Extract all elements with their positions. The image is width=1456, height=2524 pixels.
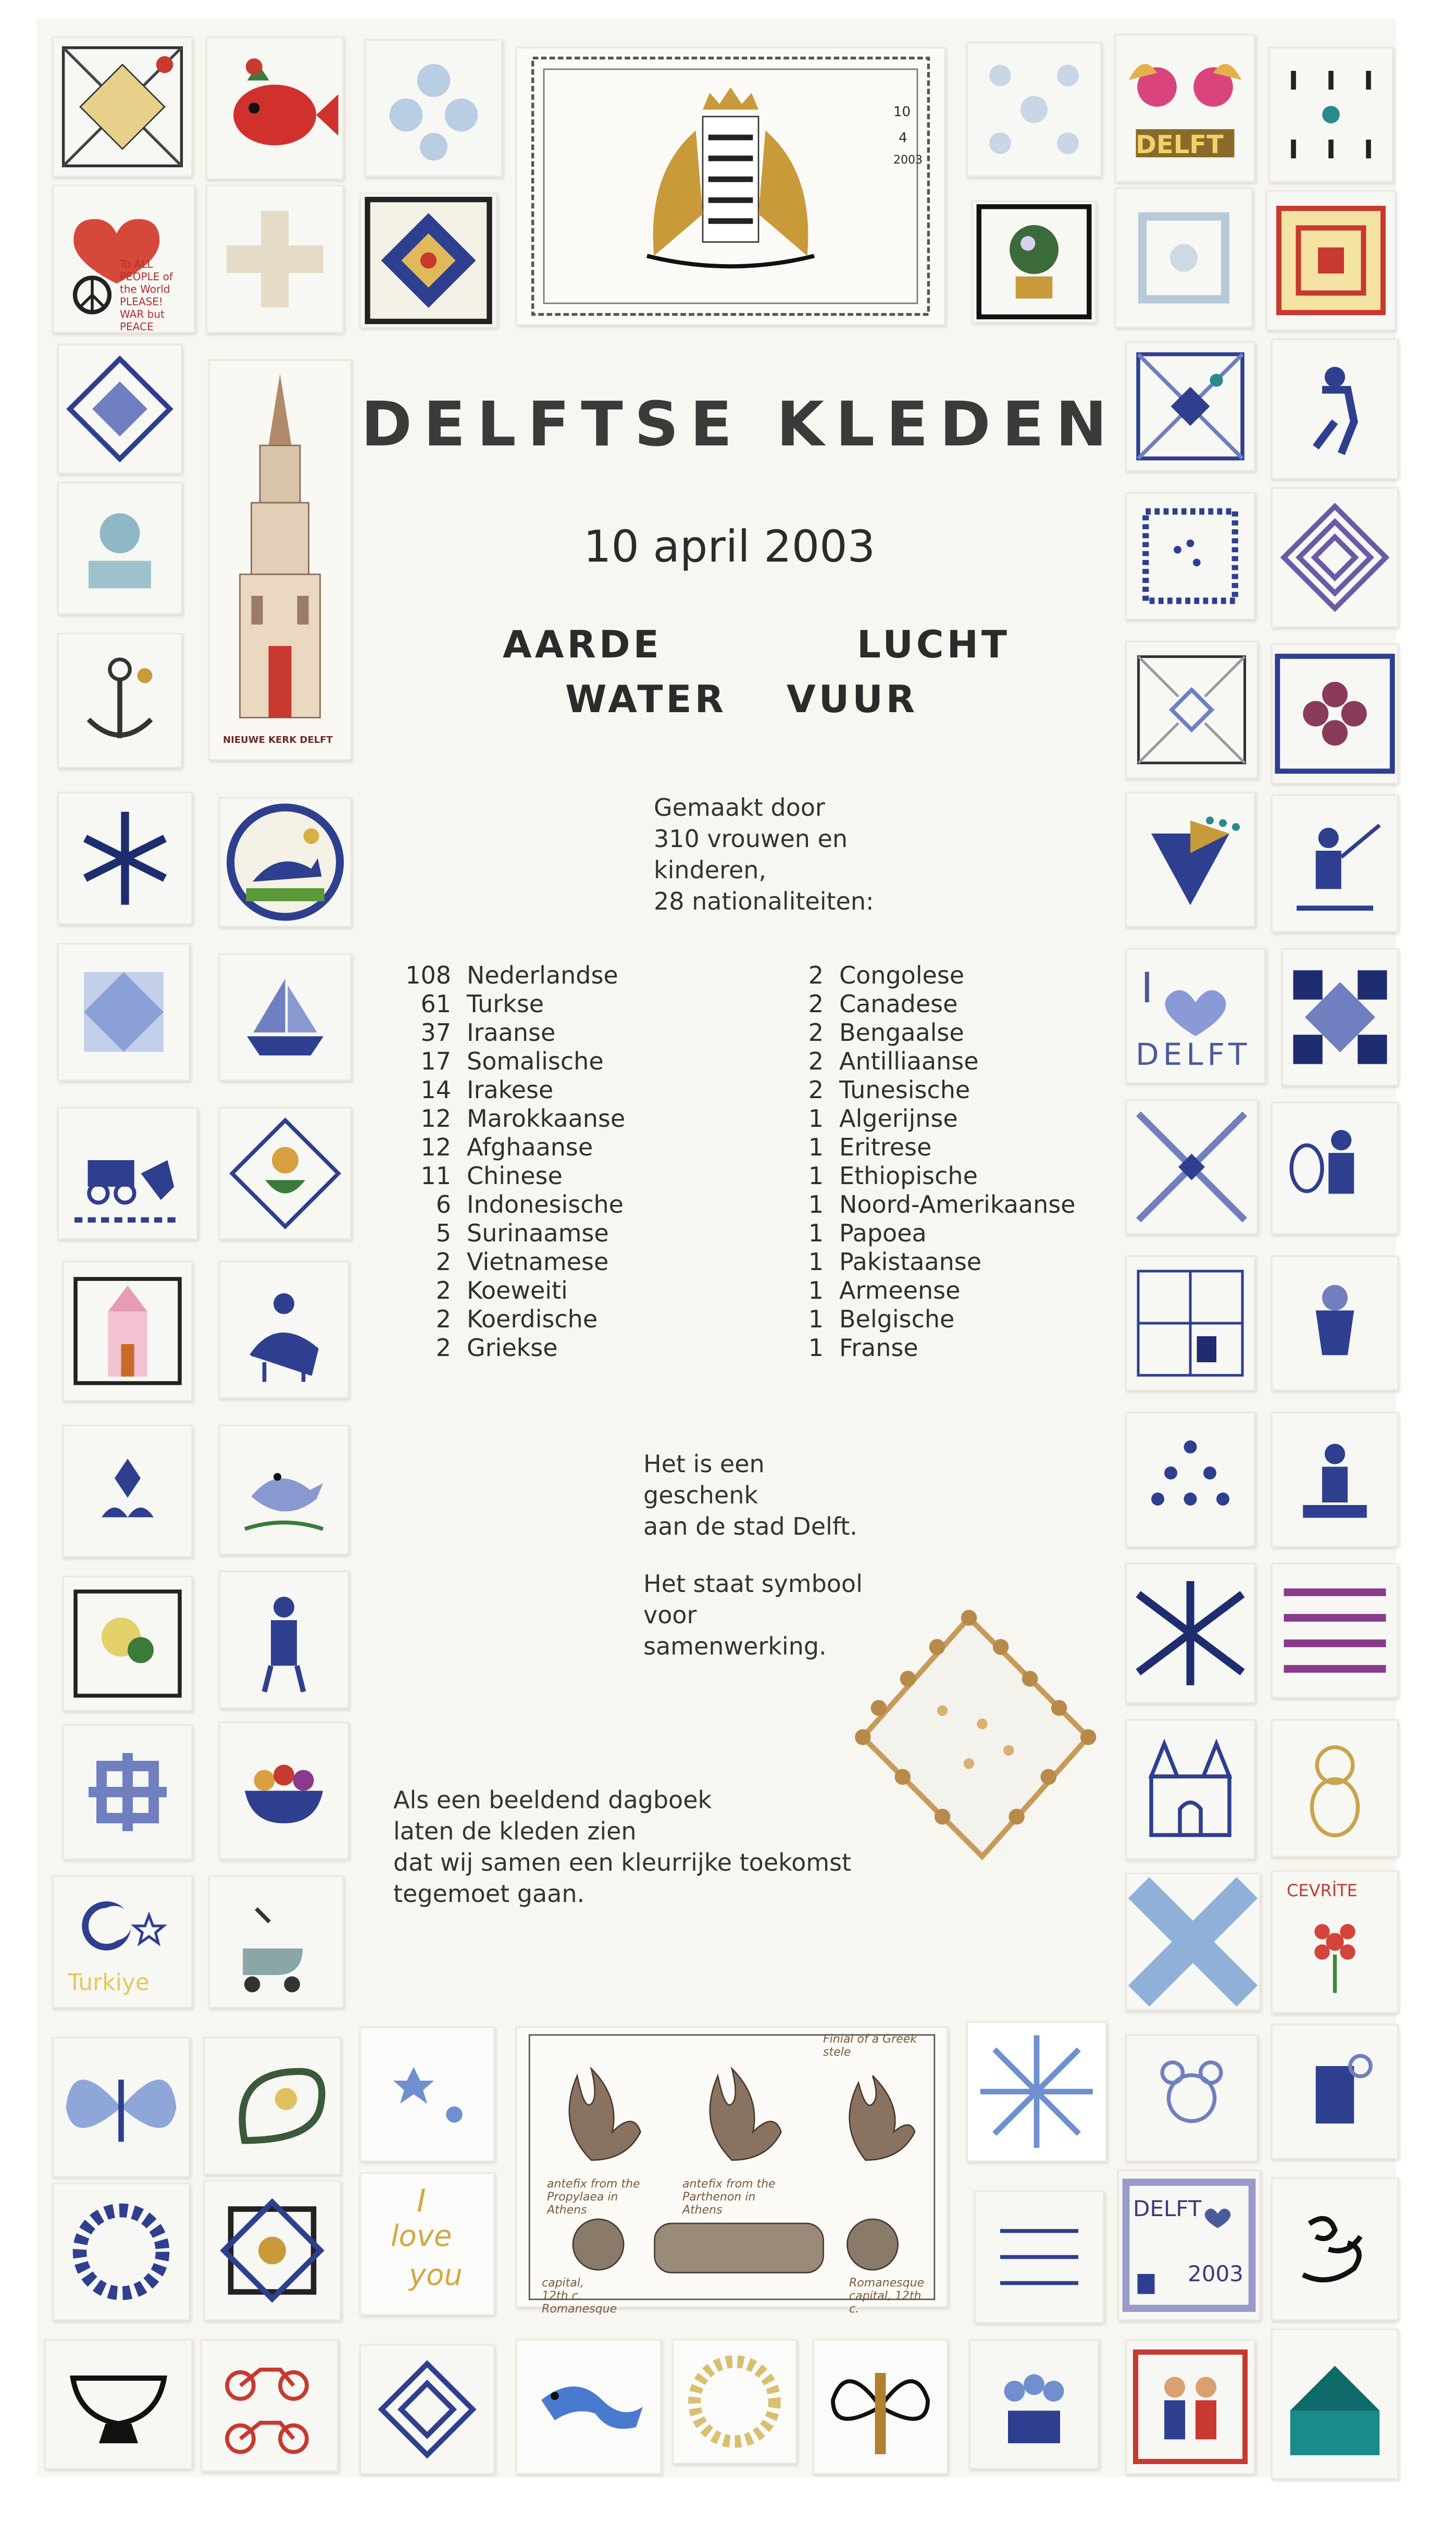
church-caption: NIEUWE KERK DELFT [223, 735, 333, 745]
tile-right-stripes [1271, 1563, 1399, 1698]
tile-right-geometric [1125, 792, 1255, 927]
diary-line: laten de kleden zien [393, 1817, 637, 1845]
tile-right-violet-diamond [1271, 487, 1399, 628]
tile-dash-grid [1268, 47, 1393, 182]
crest-date-1: 10 [893, 104, 911, 120]
anthemion-caption-2: antefix from the Parthenon in Athens [682, 2178, 776, 2217]
tile-left-blue-knot [63, 1724, 193, 1860]
tile-right-lattice [1125, 1563, 1255, 1704]
tile-crest [516, 47, 945, 326]
tile-bicycles [201, 2339, 339, 2472]
tile-left-farmer [219, 1571, 349, 1709]
anthemion-caption-3: capital, 12th c. Romanesque [542, 2277, 617, 2316]
tile-delft-2003 [1117, 2170, 1261, 2321]
made-by-block [654, 792, 874, 917]
tile-peace-corner [52, 36, 193, 177]
tile-right-star-block [1281, 948, 1399, 1086]
tile-right-grid-cells [1125, 1255, 1255, 1391]
tile-blue-stars [359, 2026, 495, 2162]
diary-block [393, 1784, 851, 1909]
tile-right-dots-frame [1125, 492, 1255, 620]
nationality-row: 12 Marokkaanse [420, 1104, 626, 1133]
tile-city-gate [1125, 1719, 1255, 1860]
tile-peace-heart [52, 185, 195, 333]
delft-top-label: DELFT [1136, 130, 1224, 159]
tile-turkiye [52, 1875, 193, 2008]
anthemion-caption-1: antefix from the Propylaea in Athens [547, 2178, 640, 2217]
tile-i-love-you [359, 2172, 495, 2316]
tile-right-worker [1271, 1412, 1399, 1547]
nationality-row: 2 Tunesische [808, 1076, 970, 1104]
tile-left-teal-flower [57, 482, 182, 615]
tile-red-fish [206, 36, 344, 180]
made-by-line: kinderen, [654, 856, 767, 884]
nationalities-right [805, 961, 1076, 1362]
element-fire: VUUR [787, 677, 918, 721]
tile-flower-pot-blue [969, 2339, 1099, 2469]
nationality-row: 2 Canadese [808, 990, 958, 1018]
tile-left-fox [219, 797, 352, 927]
tile-left-diamond [57, 344, 182, 474]
gift-line: Het is een [643, 1450, 765, 1478]
i-love-delft-word: DELFT [1136, 1037, 1251, 1072]
nationality-row: 2 Vietnamese [435, 1248, 609, 1276]
nationality-row: 1 Noord-Amerikaanse [808, 1190, 1076, 1219]
tile-lantern [203, 2180, 341, 2321]
love-you-love: love [391, 2219, 452, 2253]
delft-2003-city: DELFT [1133, 2196, 1202, 2221]
tile-right-cross-flower [1271, 643, 1399, 784]
made-by-line: 28 nationaliteiten: [654, 887, 874, 915]
nationality-row: 12 Afghaanse [420, 1133, 593, 1161]
tile-left-blue-square [57, 943, 190, 1081]
cevrite-label: CEVRİTE [1287, 1881, 1358, 1900]
anthemion-caption-top: Finial of a Greek stele [823, 2033, 917, 2059]
nationality-row: 6 Indonesische [435, 1190, 624, 1219]
tile-right-skater [1271, 339, 1399, 479]
gift-line: geschenk [643, 1481, 758, 1509]
tile-left-ship [219, 953, 352, 1081]
tile-left-horse-cart [57, 1107, 198, 1240]
symbol-line: voor [643, 1601, 697, 1629]
nationality-row: 1 Belgische [808, 1305, 955, 1333]
tile-sequin-diamond [833, 1605, 1104, 1896]
tile-right-dot-diamond [1125, 1412, 1255, 1547]
crest-date-3: 2003 [893, 154, 923, 167]
tile-right-scroll [1271, 2024, 1399, 2159]
diary-line: tegemoet gaan. [393, 1880, 585, 1908]
tile-star-mosaic [359, 193, 497, 328]
tile-blue-dragon [516, 2339, 662, 2475]
tile-right-x-grid [1125, 1099, 1258, 1235]
tile-left-snowflake [57, 792, 193, 925]
tile-butterfly-blue [52, 2037, 190, 2178]
tile-left-cross-flowers [63, 1576, 193, 1711]
tile-white-cross [206, 185, 344, 333]
tile-right-angler [1271, 794, 1399, 932]
tile-left-anchor [57, 633, 182, 768]
tile-snowflake-blue [966, 2021, 1107, 2162]
tile-flower-pot [972, 201, 1097, 323]
tile-yellow-maze [1266, 190, 1396, 331]
tile-left-pink-house [63, 1261, 193, 1401]
made-by-line: Gemaakt door [654, 793, 825, 822]
tile-cherubs-delft [1115, 34, 1255, 182]
nationality-row: 108 Nederlandse [405, 961, 618, 989]
tile-right-pattern [974, 2191, 1104, 2323]
nationality-row: 14 Irakese [420, 1076, 554, 1104]
symbol-block [643, 1568, 863, 1662]
tile-hardanger-top [966, 42, 1102, 177]
tile-anthemion-panel [516, 2026, 948, 2316]
quilt-title: DELFTSE KLEDEN [360, 388, 1119, 460]
tile-left-pram [208, 1875, 344, 2008]
nationality-row: 2 Antilliaanse [808, 1047, 979, 1075]
peace-message: To ALL PEOPLE of the World PLEASE! WAR but PEACE [120, 258, 173, 333]
quilt-date: 10 april 2003 [583, 521, 876, 572]
gift-line: aan de stad Delft. [643, 1512, 857, 1540]
nationality-row: 2 Koeweiti [435, 1276, 568, 1304]
tile-left-tulip [219, 1107, 352, 1240]
love-you-i: I [417, 2183, 426, 2219]
gift-block [643, 1448, 857, 1542]
tile-butterfly-gold [813, 2339, 948, 2475]
nationality-row: 2 Congolese [808, 961, 965, 989]
anthemion-caption-4: Romanesque capital, 12th c. [849, 2277, 925, 2316]
nationality-row: 61 Turkse [420, 990, 544, 1018]
nationality-row: 1 Franse [808, 1334, 918, 1362]
tile-right-lasso [1271, 1102, 1399, 1235]
nationality-row: 5 Surinaamse [435, 1219, 609, 1247]
nationality-row: 1 Armeense [808, 1276, 961, 1304]
tile-blue-x [1125, 1873, 1261, 2011]
symbol-line: Het staat symbool [643, 1570, 863, 1598]
tile-church-tower [208, 359, 352, 761]
element-earth: AARDE [503, 623, 662, 666]
nationality-row: 1 Algerijnse [808, 1104, 958, 1133]
tile-i-love-delft [1125, 948, 1266, 1084]
tile-blue-wreath [52, 2183, 190, 2321]
diary-line: Als een beeldend dagboek [393, 1786, 712, 1814]
tile-hardanger-2 [1115, 188, 1253, 328]
diary-line: dat wij samen een kleurrijke toekomst [393, 1848, 852, 1876]
nationality-row: 11 Chinese [420, 1162, 563, 1190]
delft-2003-year: 2003 [1188, 2261, 1243, 2286]
tile-teddy [1271, 1719, 1399, 1857]
tile-left-fruit-bowl [219, 1722, 349, 1860]
nationality-row: 2 Bengaalse [808, 1018, 964, 1047]
turkiye-label: Turkiye [68, 1969, 150, 1996]
tile-gold-wreath [672, 2339, 797, 2464]
tile-cevrite-flower [1271, 1870, 1399, 2013]
tile-black-swirls [1271, 2178, 1399, 2321]
tile-bottom-diamond [359, 2344, 495, 2475]
element-air: LUCHT [857, 623, 1010, 666]
tile-right-corner-frame [1125, 641, 1258, 779]
nationality-row: 1 Eritrese [808, 1133, 932, 1161]
nationality-row: 1 Ethiopische [808, 1162, 978, 1190]
nationality-row: 2 Koerdische [435, 1305, 598, 1333]
i-love-delft-i: I [1141, 964, 1153, 1012]
symbol-line: samenwerking. [643, 1632, 827, 1660]
tile-paisley [203, 2037, 341, 2175]
tile-left-bird [219, 1425, 349, 1555]
element-water: WATER [565, 677, 727, 721]
love-you-you: you [409, 2258, 463, 2292]
tile-couple [1125, 2339, 1255, 2475]
nationality-row: 1 Pakistaanse [808, 1248, 982, 1276]
made-by-line: 310 vrouwen en [654, 825, 848, 853]
tile-blue-lattice [365, 39, 503, 177]
nationality-row: 37 Iraanse [420, 1018, 556, 1047]
tile-left-rider [219, 1261, 349, 1399]
tile-right-vase [1271, 1255, 1399, 1391]
nationality-row: 1 Papoea [808, 1219, 927, 1247]
nationalities-left [401, 961, 625, 1362]
tile-left-leaves [63, 1425, 193, 1558]
tile-sequin-house [1271, 2329, 1399, 2480]
nationality-row: 17 Somalische [420, 1047, 604, 1075]
crest-date-2: 4 [899, 130, 907, 146]
tile-mouse [1125, 2034, 1258, 2162]
nationality-row: 2 Griekse [435, 1334, 558, 1362]
tile-bowl [44, 2339, 193, 2469]
